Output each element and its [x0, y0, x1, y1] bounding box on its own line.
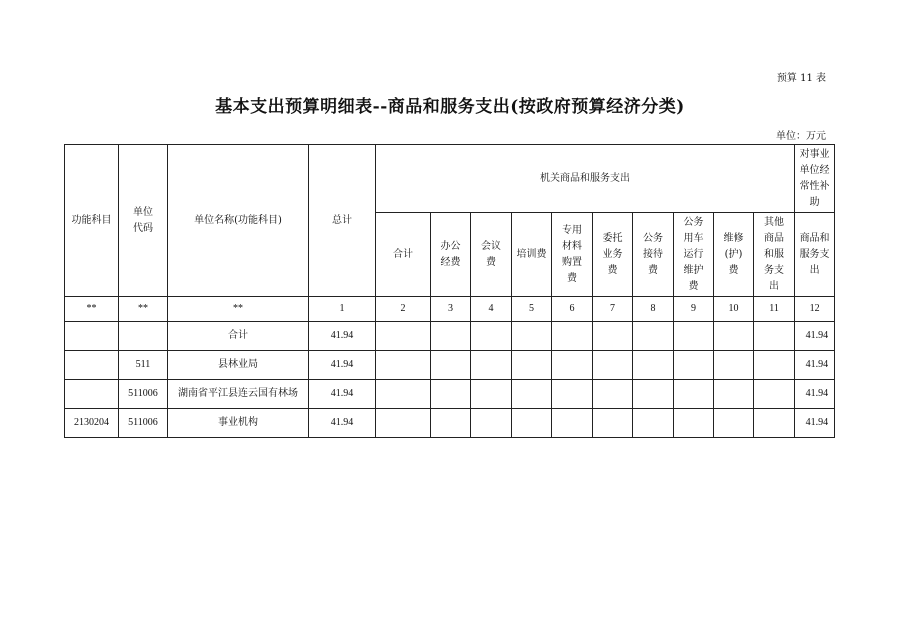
col-group-subsidy-label: 对事业单位经常性补助 — [799, 148, 830, 208]
empty-cell — [754, 380, 795, 409]
empty-cell — [552, 351, 593, 380]
index-cell: ** — [168, 297, 309, 322]
empty-cell — [471, 409, 512, 438]
col-office-label: 办公经费 — [440, 240, 461, 268]
empty-cell — [593, 409, 633, 438]
col-maintenance — [714, 213, 754, 297]
col-func-subject: 功能科目 — [65, 145, 119, 297]
empty-cell — [593, 380, 633, 409]
index-cell: 8 — [633, 297, 674, 322]
col-reception — [633, 213, 674, 297]
empty-cell — [593, 322, 633, 351]
empty-cell — [512, 322, 552, 351]
empty-cell — [633, 322, 674, 351]
index-cell: 5 — [512, 297, 552, 322]
table-row — [65, 409, 835, 438]
col-office — [431, 213, 471, 297]
page-title: 基本支出预算明细表--商品和服务支出(按政府预算经济分类) — [215, 97, 685, 117]
index-row — [65, 297, 835, 322]
func-cell — [65, 351, 119, 380]
col-commission-label: 委托业务费 — [602, 232, 623, 276]
total-cell: 41.94 — [309, 409, 376, 438]
empty-cell — [471, 351, 512, 380]
empty-cell — [633, 409, 674, 438]
col-subsidy-goods-label: 商品和服务支出 — [799, 232, 830, 276]
index-cell: 1 — [309, 297, 376, 322]
col-commission — [593, 213, 633, 297]
col-sub-total: 合计 — [376, 213, 431, 297]
table-row — [65, 322, 835, 351]
empty-cell — [552, 380, 593, 409]
col-vehicle-label: 公务用车运行维护费 — [683, 216, 704, 292]
header-row-1 — [65, 145, 835, 213]
total-cell: 41.94 — [309, 380, 376, 409]
subsidy-cell: 41.94 — [795, 322, 835, 351]
subsidy-cell: 41.94 — [795, 380, 835, 409]
empty-cell — [714, 409, 754, 438]
empty-cell — [431, 409, 471, 438]
empty-cell — [552, 322, 593, 351]
index-cell: 4 — [471, 297, 512, 322]
code-cell: 511 — [119, 351, 168, 380]
empty-cell — [754, 322, 795, 351]
name-cell: 合计 — [168, 322, 309, 351]
empty-cell — [674, 351, 714, 380]
empty-cell — [376, 409, 431, 438]
empty-cell — [714, 322, 754, 351]
empty-cell — [674, 380, 714, 409]
empty-cell — [714, 380, 754, 409]
code-cell: 511006 — [119, 409, 168, 438]
index-cell: 3 — [431, 297, 471, 322]
total-cell: 41.94 — [309, 322, 376, 351]
empty-cell — [674, 409, 714, 438]
index-cell: 6 — [552, 297, 593, 322]
index-cell: 11 — [754, 297, 795, 322]
col-group-agency: 机关商品和服务支出 — [376, 145, 795, 213]
empty-cell — [471, 380, 512, 409]
col-materials — [552, 213, 593, 297]
empty-cell — [633, 380, 674, 409]
code-cell: 511006 — [119, 380, 168, 409]
col-other — [754, 213, 795, 297]
col-unit-code — [119, 145, 168, 297]
table-row — [65, 380, 835, 409]
empty-cell — [512, 409, 552, 438]
index-cell: 9 — [674, 297, 714, 322]
col-reception-label: 公务接待费 — [643, 232, 663, 276]
empty-cell — [431, 351, 471, 380]
col-subsidy-goods — [795, 213, 835, 297]
func-cell: 2130204 — [65, 409, 119, 438]
index-cell: 7 — [593, 297, 633, 322]
empty-cell — [512, 351, 552, 380]
col-total: 总计 — [309, 145, 376, 297]
budget-table — [64, 144, 835, 438]
doc-code: 预算 11 表 — [776, 73, 826, 84]
empty-cell — [714, 351, 754, 380]
empty-cell — [512, 380, 552, 409]
empty-cell — [471, 322, 512, 351]
name-cell: 事业机构 — [168, 409, 309, 438]
subsidy-cell: 41.94 — [795, 351, 835, 380]
empty-cell — [376, 322, 431, 351]
empty-cell — [633, 351, 674, 380]
col-unit-name: 单位名称(功能科目) — [168, 145, 309, 297]
col-meeting-label: 会议费 — [481, 240, 501, 268]
empty-cell — [754, 409, 795, 438]
table-row — [65, 351, 835, 380]
col-maintenance-label: 维修(护)费 — [723, 232, 744, 276]
col-training: 培训费 — [512, 213, 552, 297]
name-cell: 湖南省平江县连云国有林场 — [168, 380, 309, 409]
func-cell — [65, 322, 119, 351]
col-meeting — [471, 213, 512, 297]
func-cell — [65, 380, 119, 409]
empty-cell — [431, 322, 471, 351]
empty-cell — [593, 351, 633, 380]
index-cell: 2 — [376, 297, 431, 322]
empty-cell — [376, 380, 431, 409]
col-materials-label: 专用材料购置费 — [562, 224, 582, 284]
col-unit-code-label: 单位代码 — [133, 206, 153, 234]
index-cell: 12 — [795, 297, 835, 322]
empty-cell — [754, 351, 795, 380]
empty-cell — [431, 380, 471, 409]
col-group-subsidy — [795, 145, 835, 213]
index-cell: 10 — [714, 297, 754, 322]
empty-cell — [674, 322, 714, 351]
empty-cell — [376, 351, 431, 380]
unit-label: 单位：万元 — [776, 131, 826, 142]
subsidy-cell: 41.94 — [795, 409, 835, 438]
col-vehicle — [674, 213, 714, 297]
total-cell: 41.94 — [309, 351, 376, 380]
code-cell — [119, 322, 168, 351]
col-other-label: 其他商品和服务支出 — [764, 216, 785, 292]
name-cell: 县林业局 — [168, 351, 309, 380]
index-cell: ** — [65, 297, 119, 322]
index-cell: ** — [119, 297, 168, 322]
empty-cell — [552, 409, 593, 438]
